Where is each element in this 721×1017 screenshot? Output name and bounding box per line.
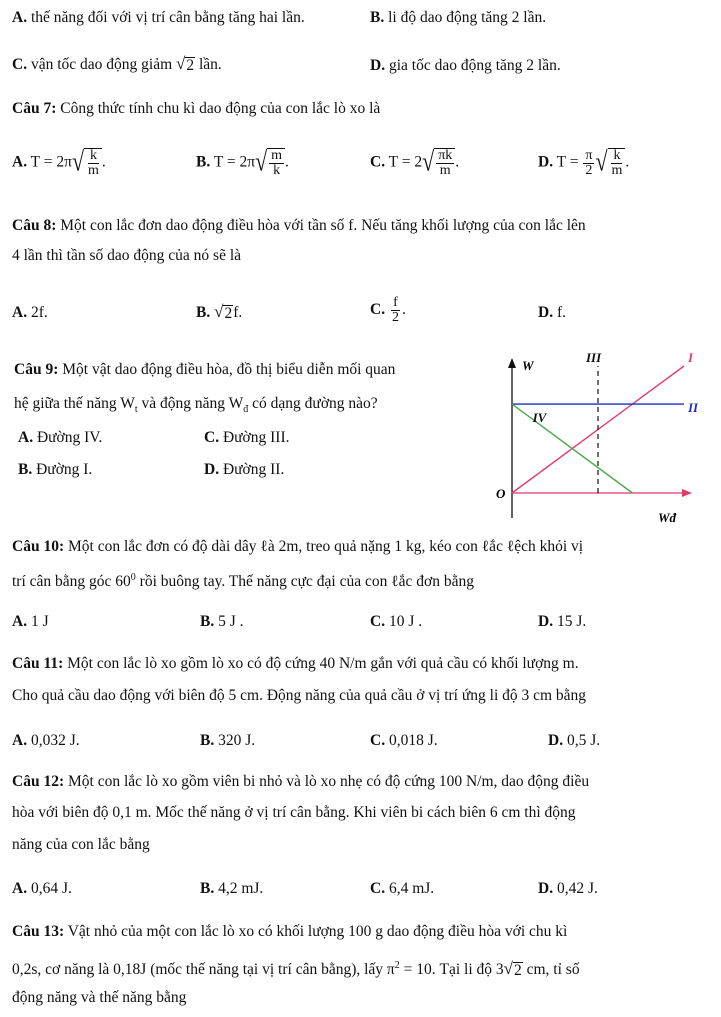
q11-option-a: A. 0,032 J.	[12, 732, 80, 749]
question-13-line3: động năng và thế năng bằng	[12, 989, 187, 1006]
q7-option-b: B. T = 2π √ $\frac{m}{k}$ .	[196, 145, 289, 178]
y-axis-label: W	[522, 358, 534, 373]
q11-option-c: C. 0,018 J.	[370, 732, 438, 749]
x-axis-arrow	[682, 489, 692, 497]
question-12-line3: năng của con lắc bằng	[12, 836, 150, 853]
q11-option-d: D. 0,5 J.	[548, 732, 601, 749]
series-label-I: I	[688, 350, 694, 365]
q7-option-d: D. T = $\frac{\pi}{2}$ √ $\frac{k}{m}$ .	[538, 145, 630, 178]
option-b: B. li độ dao động tăng 2 lần.	[370, 9, 547, 26]
q10-option-a: A. 1 J	[12, 613, 49, 630]
question-12-line2: hòa với biên độ 0,1 m. Mốc thế năng ở vị trí cân bằng. Khi viên bi cách biên 6 cm thì động	[12, 804, 576, 821]
q12-option-a: A. 0,64 J.	[12, 880, 72, 897]
q7-option-c: C. T = 2 √ $\frac{\pi k}{m}$ .	[370, 145, 460, 178]
q9-option-b: B. Đường I.	[18, 461, 93, 478]
sqrt: √ 2	[176, 54, 195, 74]
q12-option-b: B. 4,2 mJ.	[200, 880, 264, 897]
q7-option-a: A. T = 2π √ $\frac{k}{m}$ .	[12, 145, 106, 178]
q11-option-b: B. 320 J.	[200, 732, 256, 749]
question-9-line2: hệ giữa thế năng $W_t$ và động năng $W_đ$ có dạng đường nào?	[14, 395, 378, 416]
question-9-line1: Câu 9: Một vật dao động điều hòa, đồ thị biểu diễn mối quan	[14, 361, 396, 378]
q10-option-c: C. 10 J .	[370, 613, 423, 630]
question-11-line1: Câu 11: Một con lắc lò xo gồm lò xo có độ cứng 40 N/m gắn với quả cầu có khối lượng m.	[12, 655, 579, 672]
q8-option-b: B. √ 2 f.	[196, 302, 243, 322]
option-c: C. vận tốc dao động giảm √ 2 lần.	[12, 54, 222, 74]
series-label-III: III	[586, 350, 602, 365]
question-8-line1: Câu 8: Một con lắc đơn dao động điều hòa với tần số f. Nếu tăng khối lượng của con lắc lên	[12, 217, 586, 234]
q9-option-c: C. Đường III.	[204, 429, 290, 446]
question-10-line1: Câu 10: Một con lắc đơn có độ dài dây ℓà 2m, treo quả nặng 1 kg, kéo con ℓắc ℓệch khỏi vị	[12, 538, 584, 555]
q10-option-d: D. 15 J.	[538, 613, 587, 630]
option-a: A. thế năng đối với vị trí cân bằng tăng hai lần.	[12, 9, 305, 26]
question-13-line2: 0,2s, cơ năng là 0,18J (mốc thế năng tại vị trí cân bằng), lấy $\pi^2 = 10$. Tại li độ 3 √ 2 cm, tỉ số	[12, 959, 580, 980]
question-12-line1: Câu 12: Một con lắc lò xo gồm viên bi nhỏ và lò xo nhẹ có độ cứng 100 N/m, dao động điều	[12, 773, 590, 790]
question-7: Câu 7: Công thức tính chu kì dao động của con lắc lò xo là	[12, 100, 381, 117]
origin-label: O	[496, 486, 506, 501]
energy-graph	[488, 350, 698, 530]
series-label-II: II	[688, 400, 698, 416]
q8-option-c: C. $\frac{f}{2}$ .	[370, 295, 406, 325]
question-10-line2: trí cân bằng góc $60^0$ rồi buông tay. Thế năng cực đại của con ℓắc đơn bằng	[12, 572, 475, 591]
question-13-line1: Câu 13: Vật nhỏ của một con lắc lò xo có khối lượng 100 g dao động điều hòa với chu kì	[12, 923, 568, 940]
y-axis-arrow	[508, 358, 516, 368]
q8-option-d: D. f.	[538, 304, 566, 321]
q9-option-a: A. Đường IV.	[18, 429, 103, 446]
question-8-line2: 4 lần thì tần số dao động của nó sẽ là	[12, 247, 242, 264]
series-label-IV: IV	[532, 409, 547, 425]
q9-option-d: D. Đường II.	[204, 461, 285, 478]
option-d: D. gia tốc dao động tăng 2 lần.	[370, 57, 561, 74]
q12-option-c: C. 6,4 mJ.	[370, 880, 435, 897]
x-axis-label: Wđ	[658, 510, 677, 525]
question-11-line2: Cho quả cầu dao động với biên độ 5 cm. Động năng của quả cầu ở vị trí ứng li độ 3 cm bằng	[12, 687, 587, 704]
q12-option-d: D. 0,42 J.	[538, 880, 598, 897]
q10-option-b: B. 5 J .	[200, 613, 244, 630]
q8-option-a: A. 2f.	[12, 304, 48, 321]
